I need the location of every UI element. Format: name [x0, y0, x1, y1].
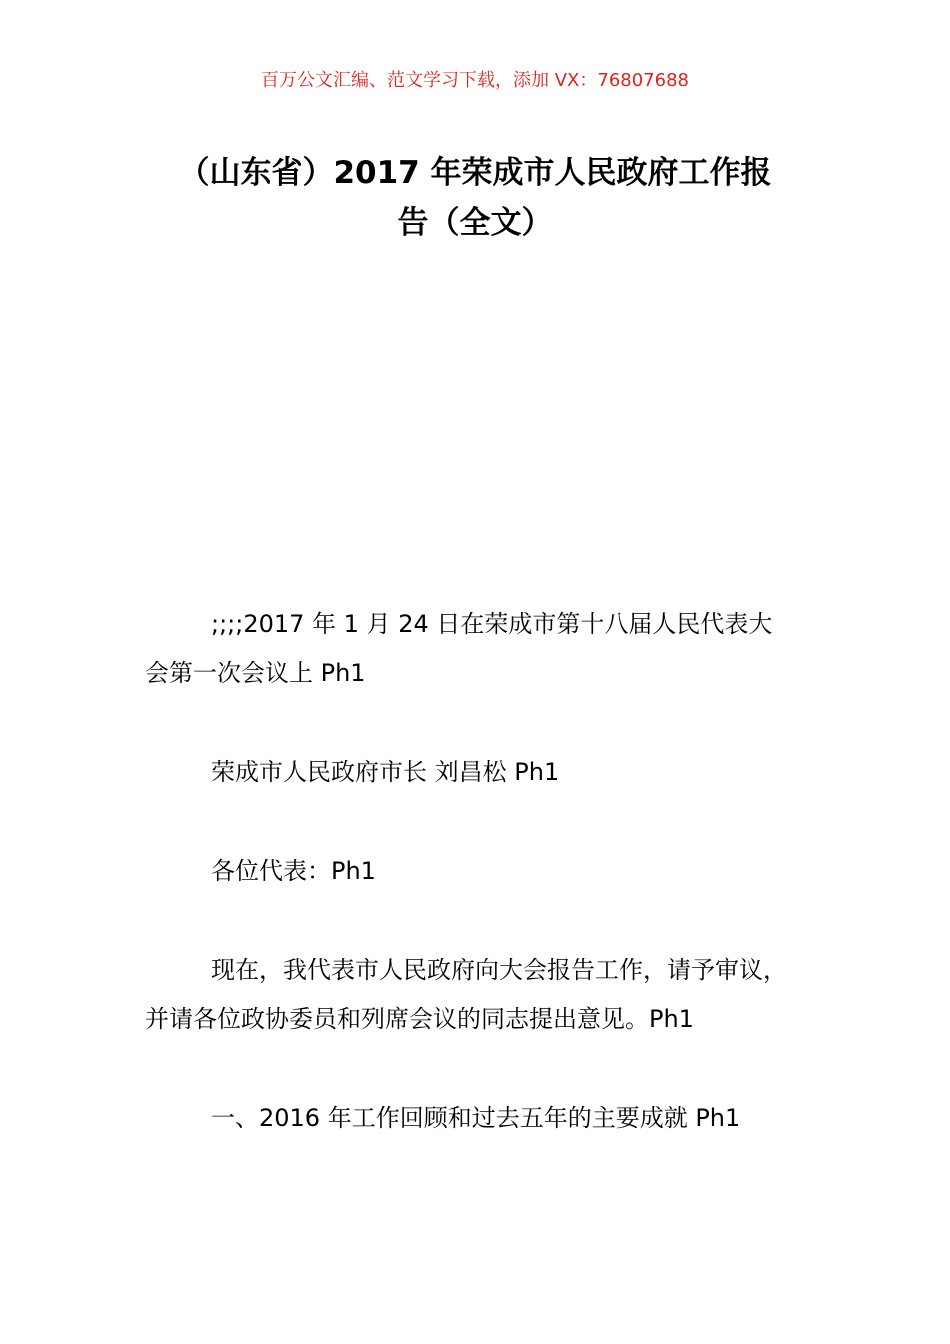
paragraph-line: ;;;;2017 年 1 月 24 日在荣成市第十八届人民代表大 — [211, 610, 773, 638]
paragraph-line: 会第一次会议上 Ph1 — [145, 659, 366, 687]
paragraph-line: 各位代表：Ph1 — [211, 857, 376, 885]
paragraph-speaker — [145, 748, 835, 797]
paragraph-line: 一、2016 年工作回顾和过去五年的主要成就 Ph1 — [211, 1104, 741, 1132]
document-title — [130, 148, 820, 248]
paragraph-line: 荣成市人民政府市长 刘昌松 Ph1 — [211, 758, 560, 786]
title-line-2: 告（全文） — [397, 205, 553, 241]
paragraph-salutation — [145, 847, 835, 896]
paragraph-line: 并请各位政协委员和列席会议的同志提出意见。Ph1 — [145, 1005, 694, 1033]
section-heading — [145, 1094, 835, 1143]
paragraph-intro — [145, 946, 835, 1044]
document-body — [145, 600, 835, 1193]
paragraph-meeting-info — [145, 600, 835, 698]
paragraph-line: 现在，我代表市人民政府向大会报告工作，请予审议， — [211, 956, 787, 984]
header-banner: 百万公文汇编、范文学习下载，添加 VX：76807688 — [261, 70, 689, 91]
title-line-1: （山东省）2017 年荣成市人民政府工作报 — [178, 155, 772, 191]
